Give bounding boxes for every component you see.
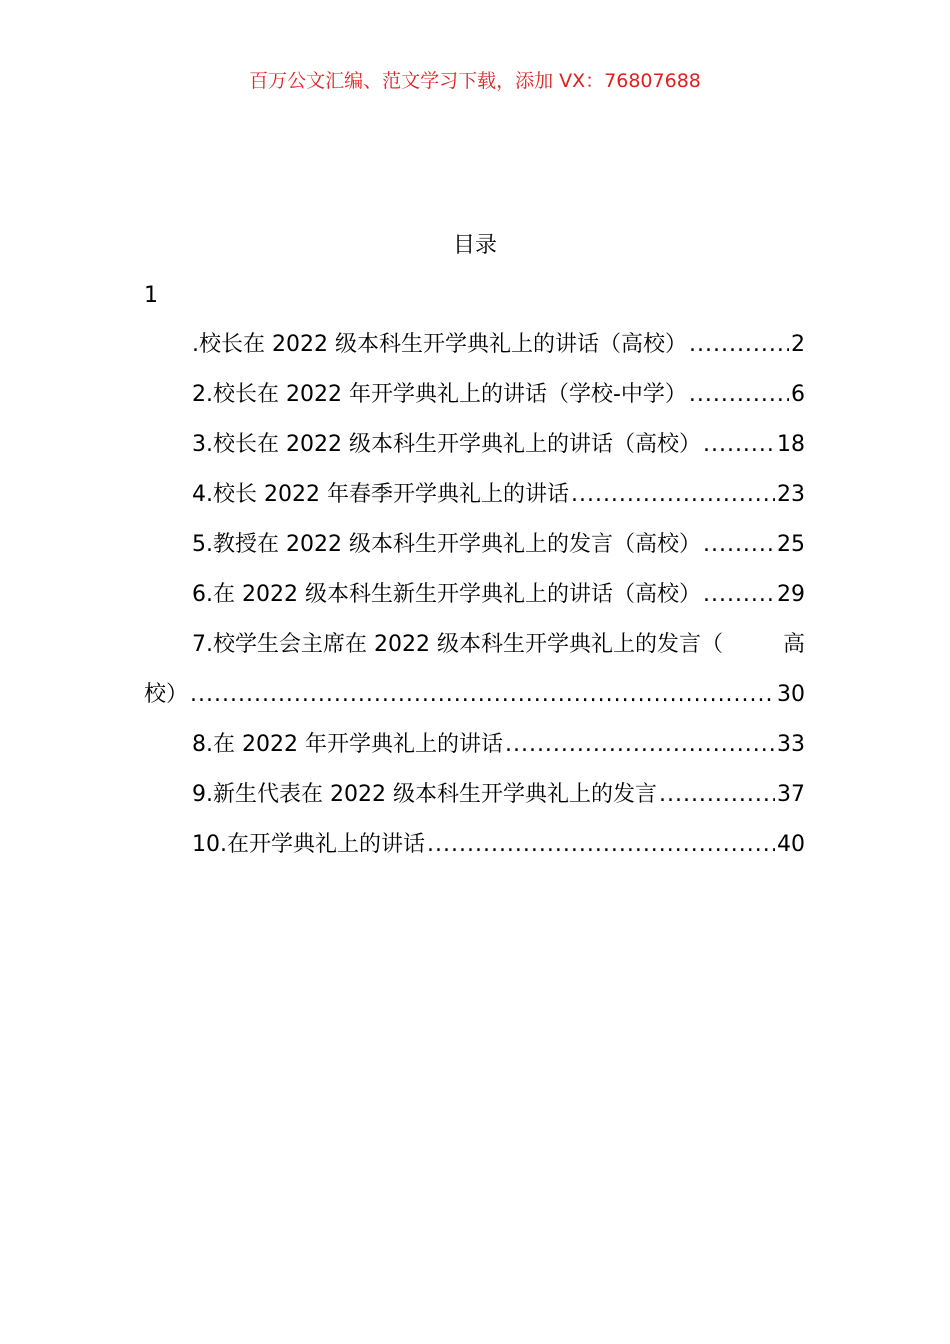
- toc-entry-9[interactable]: [144, 778, 805, 828]
- dot-leader: [703, 428, 775, 462]
- dot-leader: [689, 328, 789, 362]
- toc-entry-label: 10.在开学典礼上的讲话: [192, 832, 425, 857]
- toc-entry-label: 6.在 2022 级本科生新生开学典礼上的讲话（高校）: [192, 582, 701, 607]
- toc-entry-page: 25: [777, 532, 805, 557]
- toc-entry-page: 33: [777, 732, 805, 757]
- toc-entry-10[interactable]: [144, 828, 805, 878]
- dot-leader: [427, 828, 775, 862]
- dot-leader: [703, 578, 775, 612]
- toc-entry-label-end: 高: [782, 632, 805, 657]
- toc-entry-7-line1[interactable]: [144, 628, 805, 678]
- table-of-contents: [144, 328, 805, 878]
- toc-entry-8[interactable]: [144, 728, 805, 778]
- toc-entry-label: 3.校长在 2022 级本科生开学典礼上的讲话（高校）: [192, 432, 701, 457]
- dot-leader: [190, 678, 775, 712]
- toc-entry-page: 30: [777, 682, 805, 707]
- toc-entry-page: 18: [777, 432, 805, 457]
- toc-entry-4[interactable]: [144, 478, 805, 528]
- dot-leader: [571, 478, 775, 512]
- toc-entry-label: 8.在 2022 年开学典礼上的讲话: [192, 732, 503, 757]
- watermark-header: 百万公文汇编、范文学习下载，添加 VX：76807688: [249, 70, 701, 92]
- toc-entry-page: 23: [777, 482, 805, 507]
- toc-entry-label: 校）: [144, 682, 189, 707]
- toc-entry-5[interactable]: [144, 528, 805, 578]
- toc-title: 目录: [452, 233, 497, 258]
- toc-entry-2[interactable]: [144, 378, 805, 428]
- toc-entry-page: 37: [777, 782, 805, 807]
- dot-leader: [689, 378, 789, 412]
- toc-entry-page: 29: [777, 582, 805, 607]
- toc-entry-3[interactable]: [144, 428, 805, 478]
- toc-entry-6[interactable]: [144, 578, 805, 628]
- toc-entry-label: 4.校长 2022 年春季开学典礼上的讲话: [192, 482, 569, 507]
- toc-entry-label: 2.校长在 2022 年开学典礼上的讲话（学校-中学）: [192, 382, 687, 407]
- toc-entry-page: 6: [791, 382, 805, 407]
- toc-entry-page: 40: [777, 832, 805, 857]
- toc-entry-page: 2: [791, 332, 805, 357]
- dot-leader: [505, 728, 775, 762]
- toc-entry-1[interactable]: [144, 328, 805, 378]
- toc-entry-label: 7.校学生会主席在 2022 级本科生开学典礼上的发言（: [192, 632, 723, 657]
- toc-entry-label: 5.教授在 2022 级本科生开学典礼上的发言（高校）: [192, 532, 701, 557]
- toc-entry-label: .校长在 2022 级本科生开学典礼上的讲话（高校）: [192, 332, 687, 357]
- dot-leader: [659, 778, 775, 812]
- stray-number: 1: [144, 283, 158, 308]
- toc-entry-label: 9.新生代表在 2022 级本科生开学典礼上的发言: [192, 782, 657, 807]
- dot-leader: [703, 528, 775, 562]
- toc-entry-7-line2[interactable]: [144, 678, 805, 728]
